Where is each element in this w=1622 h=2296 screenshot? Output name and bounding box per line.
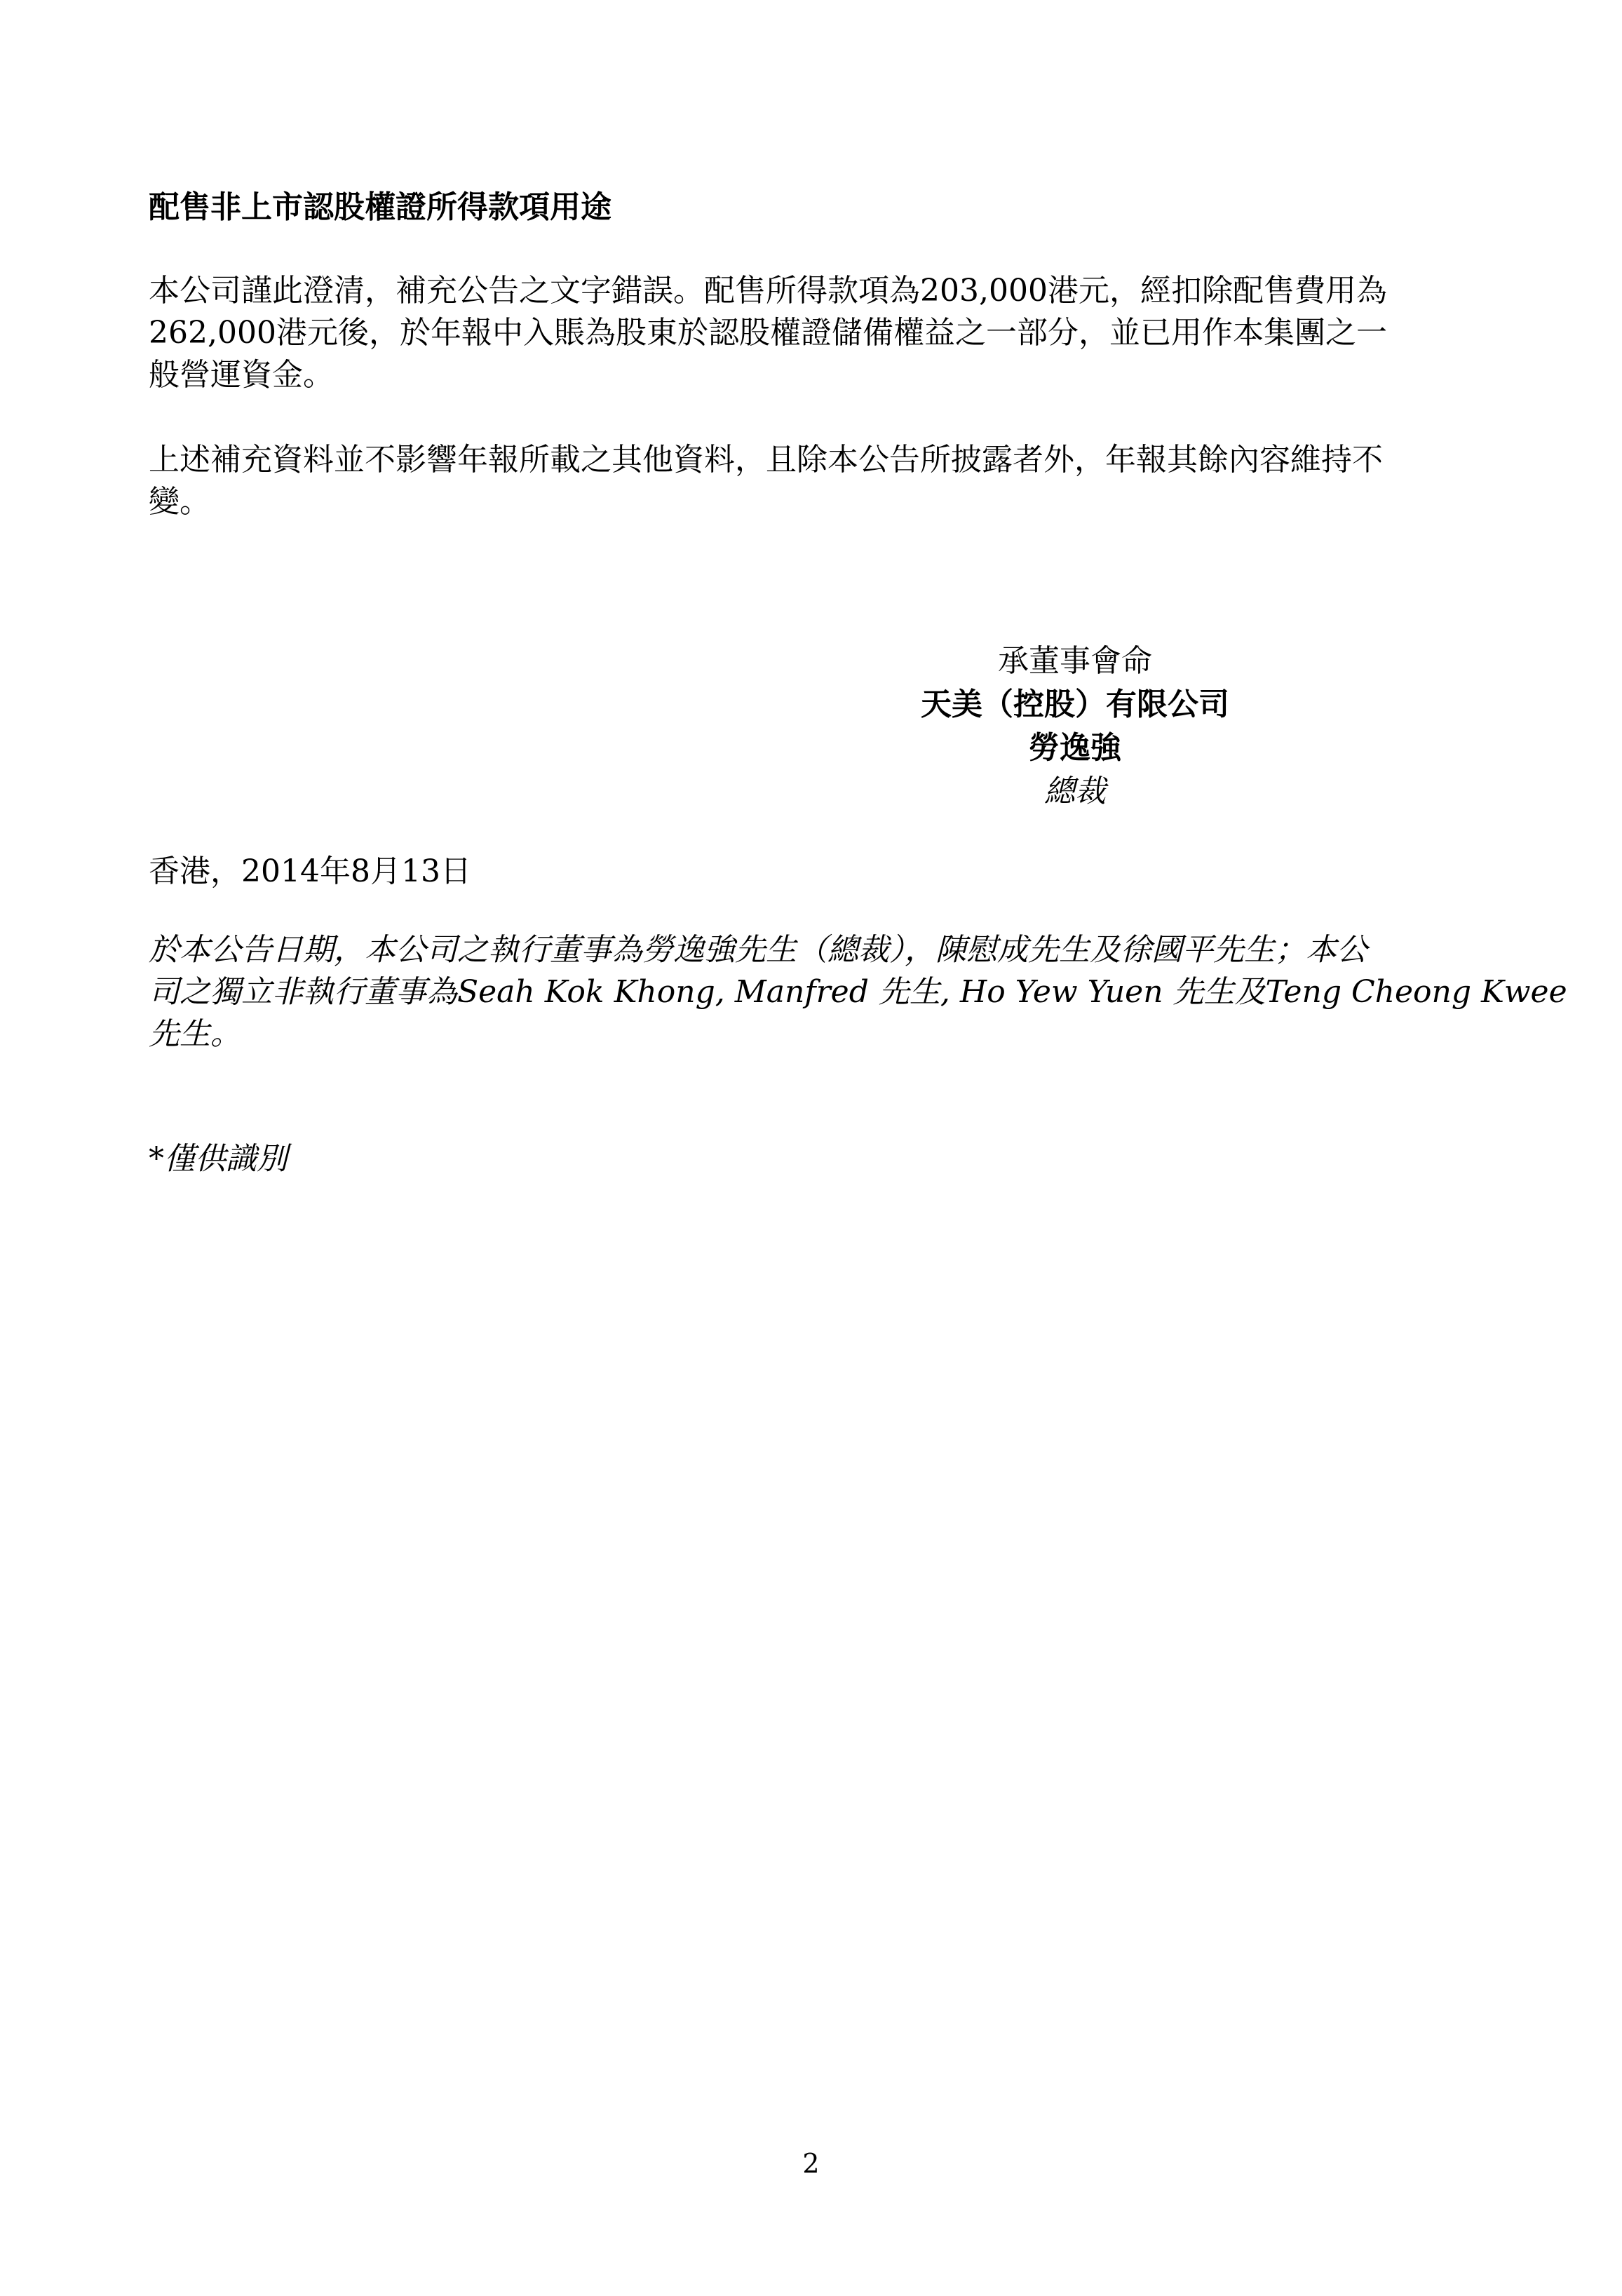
paragraph-line: 上述補充資料並不影響年報所載之其他資料，且除本公告所披露者外，年報其餘內容維持不 — [149, 442, 1383, 478]
signature-block — [736, 640, 1414, 813]
clarification-paragraph — [149, 270, 1485, 396]
signatory-role: 總裁 — [1044, 774, 1106, 809]
supplement-paragraph — [149, 439, 1485, 523]
paragraph-line: 本公司謹此澄清，補充公告之文字錯誤。配售所得款項為203,000港元，經扣除配售費用為 — [149, 273, 1387, 309]
by-order-text: 承董事會命 — [998, 643, 1152, 679]
place-date: 香港，2014年8月13日 — [149, 853, 471, 889]
signatory-name: 勞逸強 — [1029, 730, 1121, 766]
paragraph-line: 於本公告日期，本公司之執行董事為勞逸強先生（總裁），陳慰成先生及徐國平先生；本公 — [149, 932, 1367, 968]
paragraph-line: 262,000港元後，於年報中入賬為股東於認股權證儲備權益之一部分，並已用作本集團之一 — [149, 315, 1387, 351]
page-number: 2 — [802, 2148, 820, 2179]
directors-paragraph — [149, 929, 1567, 1055]
paragraph-line: 般營運資金。 — [149, 357, 334, 393]
paragraph-line: 變。 — [149, 484, 210, 520]
company-name: 天美（控股）有限公司 — [921, 687, 1229, 722]
paragraph-line: 先生。 — [149, 1016, 241, 1052]
footnote: *僅供識別 — [149, 1141, 288, 1177]
paragraph-line: 司之獨立非執行董事為Seah Kok Khong, Manfred 先生, Ho Yew Yuen 先生及Teng Cheong Kwee — [149, 974, 1567, 1010]
section-heading: 配售非上市認股權證所得款項用途 — [149, 189, 611, 225]
